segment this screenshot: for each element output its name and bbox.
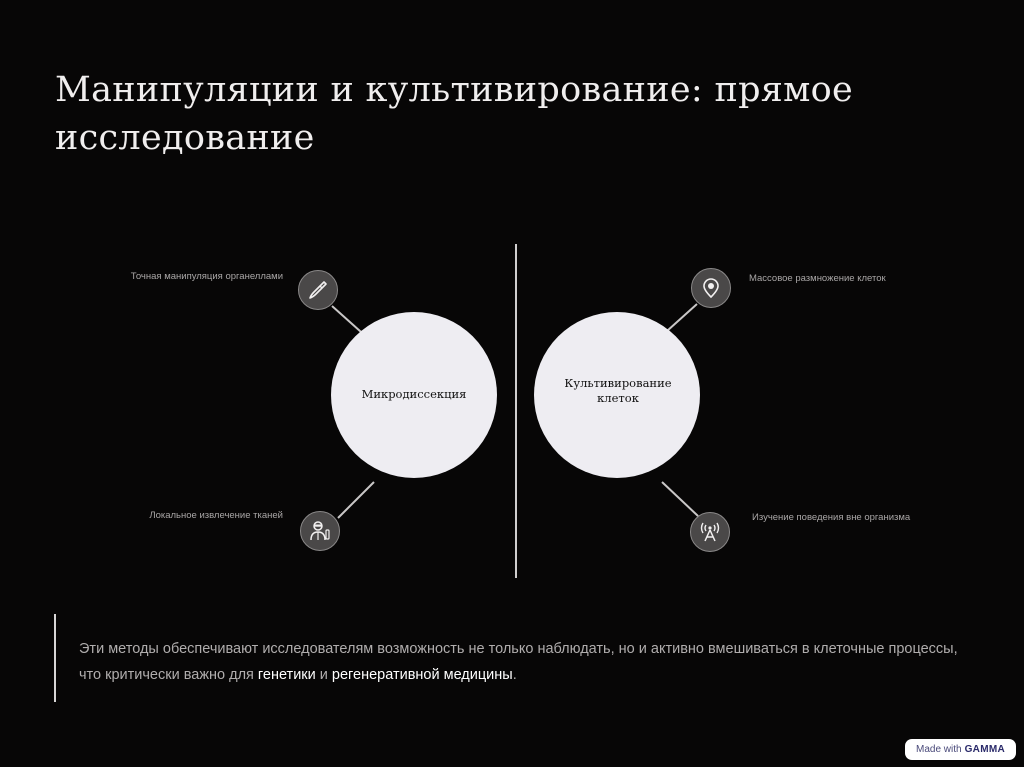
connector-right-bottom <box>662 482 698 516</box>
summary-highlight-regenerative: регенеративной медицины <box>331 667 513 683</box>
page-title: Манипуляции и культивирование: прямое исследование <box>55 70 854 158</box>
badge-prefix: Made with <box>916 744 962 755</box>
scalpel-icon-circle <box>298 270 338 310</box>
right-circle-label: Культивирование клеток <box>564 376 672 405</box>
badge-brand: GAMMA <box>964 744 1005 755</box>
summary-connector: и <box>315 667 332 683</box>
left-top-label: Точная манипуляция органеллами <box>130 271 283 282</box>
left-circle-label: Микродиссекция <box>361 387 467 401</box>
scientist-icon-circle <box>300 511 340 551</box>
summary-text-end: . <box>512 667 517 683</box>
broadcast-tower-icon <box>698 520 722 544</box>
broadcast-tower-icon-circle <box>690 512 730 552</box>
location-pin-icon <box>700 277 722 299</box>
connector-left-bottom <box>338 482 374 518</box>
scientist-icon <box>308 519 332 543</box>
made-with-gamma-badge[interactable] <box>905 739 1016 760</box>
right-top-label: Массовое размножение клеток <box>749 273 886 284</box>
quote-bar <box>54 614 56 702</box>
scalpel-icon <box>307 279 329 301</box>
summary-highlight-genetics: генетики <box>257 667 316 683</box>
summary-text-start: Эти методы обеспечивают исследователям возможность не только наблюдать, но и активно вмешиваться в клеточные процессы, что критически важно для <box>79 641 958 683</box>
location-pin-icon-circle <box>691 268 731 308</box>
summary-paragraph <box>79 636 979 688</box>
left-bottom-label: Локальное извлечение тканей <box>149 510 283 521</box>
right-bottom-label: Изучение поведения вне организма <box>752 512 911 523</box>
